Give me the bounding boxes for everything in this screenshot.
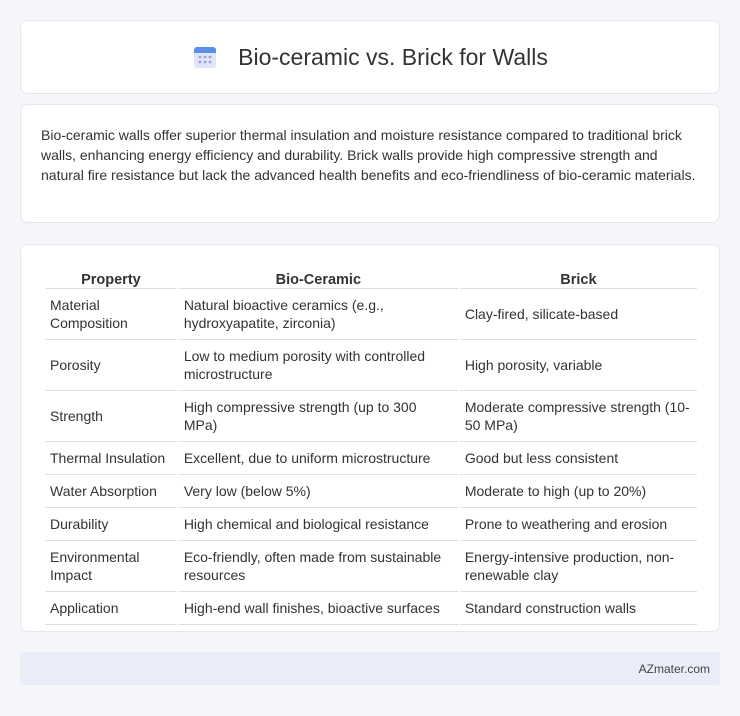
cell-property: Application — [45, 592, 177, 625]
cell-bio-ceramic: Excellent, due to uniform microstructure — [179, 442, 458, 475]
table-row — [45, 289, 697, 340]
cell-property: Environmental Impact — [45, 541, 177, 592]
cell-bio-ceramic: High chemical and biological resistance — [179, 508, 458, 541]
calendar-icon — [192, 44, 218, 70]
header-bio-ceramic: Bio-Ceramic — [179, 265, 458, 289]
title-wrap — [192, 44, 548, 71]
footer-brand[interactable]: AZmater.com — [638, 661, 710, 676]
summary-text: Bio-ceramic walls offer superior thermal insulation and moisture resistance compared to traditional brick walls, enhancing energy efficiency and durability. Brick walls provide high compressive strength and natural fire resistance but lack the advanced health benefits and eco-friendliness of bio-ceramic materials. — [41, 127, 696, 183]
header-property: Property — [45, 265, 177, 289]
table-row — [45, 340, 697, 391]
cell-bio-ceramic: Natural bioactive ceramics (e.g., hydroxyapatite, zirconia) — [179, 289, 458, 340]
table-row — [45, 391, 697, 442]
comparison-table — [43, 265, 699, 625]
table-header-row — [45, 265, 697, 289]
cell-brick: High porosity, variable — [460, 340, 697, 391]
cell-brick: Prone to weathering and erosion — [460, 508, 697, 541]
summary-card — [20, 104, 720, 223]
cell-property: Durability — [45, 508, 177, 541]
cell-brick: Energy-intensive production, non-renewable clay — [460, 541, 697, 592]
cell-property: Strength — [45, 391, 177, 442]
footer-bar — [20, 652, 720, 685]
cell-bio-ceramic: Eco-friendly, often made from sustainable resources — [179, 541, 458, 592]
comparison-table-card — [20, 244, 720, 632]
cell-bio-ceramic: High compressive strength (up to 300 MPa) — [179, 391, 458, 442]
cell-brick: Good but less consistent — [460, 442, 697, 475]
cell-brick: Moderate to high (up to 20%) — [460, 475, 697, 508]
cell-property: Porosity — [45, 340, 177, 391]
cell-bio-ceramic: Very low (below 5%) — [179, 475, 458, 508]
table-row — [45, 592, 697, 625]
table-row — [45, 442, 697, 475]
cell-brick: Standard construction walls — [460, 592, 697, 625]
cell-property: Material Composition — [45, 289, 177, 340]
table-row — [45, 475, 697, 508]
cell-property: Water Absorption — [45, 475, 177, 508]
cell-property: Thermal Insulation — [45, 442, 177, 475]
cell-brick: Clay-fired, silicate-based — [460, 289, 697, 340]
header-brick: Brick — [460, 265, 697, 289]
cell-brick: Moderate compressive strength (10-50 MPa) — [460, 391, 697, 442]
title-card — [20, 20, 720, 94]
cell-bio-ceramic: Low to medium porosity with controlled microstructure — [179, 340, 458, 391]
cell-bio-ceramic: High-end wall finishes, bioactive surfaces — [179, 592, 458, 625]
table-row — [45, 541, 697, 592]
page-title: Bio-ceramic vs. Brick for Walls — [238, 43, 548, 70]
table-row — [45, 508, 697, 541]
